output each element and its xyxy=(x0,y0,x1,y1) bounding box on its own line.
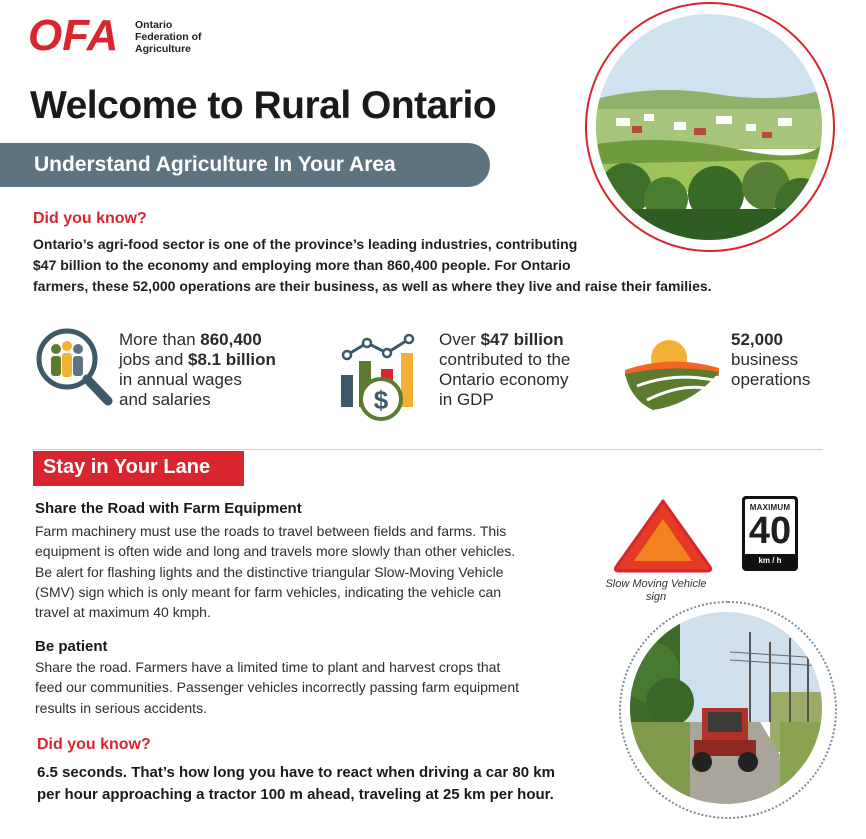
text-line: per hour approaching a tractor 100 m ahead, traveling at 25 km per hour. xyxy=(37,786,554,803)
ofa-letters: OFA xyxy=(28,14,119,56)
ofa-logo-mark xyxy=(28,14,130,56)
text-line: equipment is often wide and long and travels more slowly than other vehicles. xyxy=(35,543,516,560)
stat-gdp xyxy=(439,330,570,410)
text-line: farmers, these 52,000 operations are their business, as well as where they live and raise their families. xyxy=(33,278,712,294)
speed-limit-sign xyxy=(742,496,798,571)
section-divider xyxy=(33,449,823,450)
speed-sign-face xyxy=(745,499,795,568)
text-line: Share the road. Farmers have a limited time to plant and harvest crops that xyxy=(35,659,501,675)
stat-line: contributed to the xyxy=(439,350,571,369)
ofa-name-line: Ontario xyxy=(135,19,173,31)
did-you-know-text xyxy=(33,234,793,297)
page-title: Welcome to Rural Ontario xyxy=(30,84,497,127)
lane-heading: Stay in Your Lane xyxy=(43,456,211,478)
speed-sign-unit: km / h xyxy=(745,554,795,568)
ofa-name xyxy=(135,19,225,55)
stat-operations xyxy=(731,330,810,390)
stat-line: operations xyxy=(731,370,811,389)
rural-landscape-photo xyxy=(596,14,822,240)
farm-fields-sun-icon xyxy=(623,334,721,419)
stat-jobs xyxy=(119,330,276,410)
text-line: $47 billion to the economy and employing more than 860,400 people. For Ontario xyxy=(33,257,571,273)
stat-line: Ontario economy xyxy=(439,370,569,389)
stat-line: 52,000 xyxy=(731,330,783,349)
did-you-know-heading: Did you know? xyxy=(33,210,147,227)
stat-line: in annual wages xyxy=(119,370,242,389)
speed-sign-number: 40 xyxy=(748,510,792,552)
caption-line: Slow Moving Vehicle xyxy=(605,578,707,590)
tractor-road-photo xyxy=(630,612,822,804)
people-magnifier-icon xyxy=(33,327,115,414)
bar-chart-dollar-icon xyxy=(337,331,429,428)
page-subtitle: Understand Agriculture In Your Area xyxy=(34,153,396,176)
ofa-name-line: Federation of xyxy=(135,31,202,43)
text-line: Ontario’s agri-food sector is one of the province’s leading industries, contributing xyxy=(33,236,578,252)
svg-text:$: $ xyxy=(373,385,389,415)
did-you-know-text xyxy=(37,762,555,806)
text-line: 6.5 seconds. That’s how long you have to react when driving a car 80 km xyxy=(37,764,555,781)
ofa-name-line: Agriculture xyxy=(135,43,192,55)
be-patient-heading: Be patient xyxy=(35,638,108,655)
stat-line: Over $47 billion xyxy=(439,330,564,349)
text-line: travel at maximum 40 kmph. xyxy=(35,604,211,621)
text-line: Be alert for flashing lights and the distinctive triangular Slow-Moving Vehicle xyxy=(35,563,504,580)
be-patient-text xyxy=(35,657,519,718)
stat-line: More than 860,400 xyxy=(119,330,262,349)
smv-caption xyxy=(585,578,727,604)
text-line: feed our communities. Passenger vehicles incorrectly passing farm equipment xyxy=(35,679,520,696)
share-road-text xyxy=(35,521,515,622)
text-line: results in serious accidents. xyxy=(35,699,207,716)
did-you-know-heading: Did you know? xyxy=(37,736,151,753)
stat-line: jobs and $8.1 billion xyxy=(119,350,276,369)
stat-line: in GDP xyxy=(439,390,494,409)
text-line: Farm machinery must use the roads to travel between fields and farms. This xyxy=(35,523,507,539)
slow-moving-vehicle-sign-icon xyxy=(612,497,714,578)
text-line: (SMV) sign which is only meant for farm vehicles, indicating the vehicle can xyxy=(35,583,502,600)
ofa-logo xyxy=(28,12,218,68)
stat-line: business xyxy=(731,350,799,369)
caption-line: sign xyxy=(645,591,667,603)
speed-sign-top: MAXIMUM xyxy=(749,503,791,512)
stat-line: and salaries xyxy=(119,390,211,409)
share-road-heading: Share the Road with Farm Equipment xyxy=(35,500,302,517)
